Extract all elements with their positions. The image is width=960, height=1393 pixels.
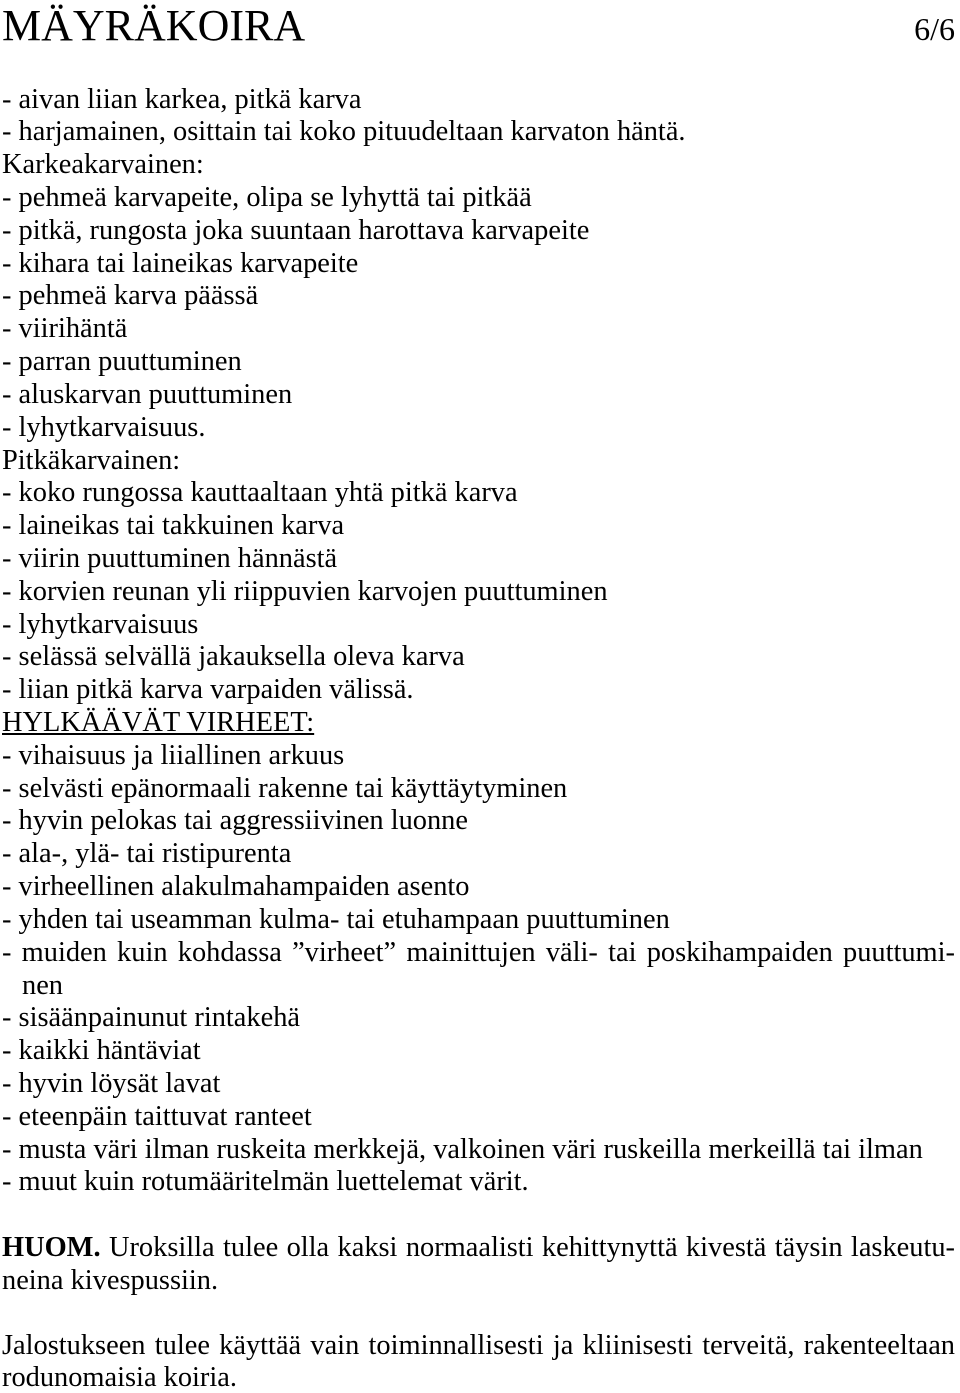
list-item: - harjamainen, osittain tai koko pituudeltaan karvaton häntä.	[2, 116, 686, 148]
list-item: - koko rungossa kauttaaltaan yhtä pitkä karva	[2, 477, 518, 509]
section-heading-wire-haired: Karkeakarvainen:	[2, 149, 204, 181]
list-item: - laineikas tai takkuinen karva	[2, 510, 345, 542]
note-paragraph-line1	[2, 1232, 955, 1265]
list-item: - musta väri ilman ruskeita merkkejä, valkoinen väri ruskeilla merkeillä tai ilman	[2, 1133, 923, 1165]
list-item: - hyvin löysät lavat	[2, 1067, 221, 1099]
blank-line	[2, 1199, 955, 1232]
list-item: - ala-, ylä- tai ristipurenta	[2, 838, 292, 870]
note-label: HUOM.	[2, 1232, 101, 1264]
list-item: - kihara tai laineikas karvapeite	[2, 247, 359, 279]
list-item: - aluskarvan puuttuminen	[2, 378, 293, 410]
list-item: - sisäänpainunut rintakehä	[2, 1002, 301, 1034]
list-item: - kaikki häntäviat	[2, 1035, 201, 1067]
disqualifying-heading-text: HYLKÄÄVÄT VIRHEET:	[2, 707, 315, 739]
list-item: - viirihäntä	[2, 313, 128, 345]
list-item: - pehmeä karva päässä	[2, 280, 259, 312]
page-title: MÄYRÄKOIRA	[2, 1, 306, 50]
breeding-paragraph-line2: rodunomaisia koiria.	[2, 1362, 237, 1393]
list-item: - hyvin pelokas tai aggressiivinen luonne	[2, 805, 468, 837]
list-item: - muut kuin rotumääritelmän luettelemat värit.	[2, 1166, 529, 1198]
list-item: - selvästi epänormaali rakenne tai käyttäytyminen	[2, 772, 568, 804]
section-heading-disqualifying	[2, 707, 955, 740]
list-item: - lyhytkarvaisuus	[2, 608, 199, 640]
list-item: - pitkä, rungosta joka suuntaan harottava karvapeite	[2, 214, 590, 246]
list-item-wrapped: - muiden kuin kohdassa ”virheet” mainittujen väli- tai poskihampaiden puuttumi-	[2, 936, 955, 968]
list-item: - eteenpäin taittuvat ranteet	[2, 1100, 312, 1132]
list-item: - korvien reunan yli riippuvien karvojen puuttuminen	[2, 575, 608, 607]
note-paragraph-line2: neina kivespussiin.	[2, 1264, 219, 1296]
document-body	[2, 84, 955, 1393]
list-item: - vihaisuus ja liiallinen arkuus	[2, 739, 345, 771]
page-number: 6/6	[914, 11, 955, 47]
list-item: - selässä selvällä jakauksella oleva karva	[2, 641, 465, 673]
list-item: - viirin puuttuminen hännästä	[2, 542, 338, 574]
breeding-paragraph-line1: Jalostukseen tulee käyttää vain toiminnallisesti ja kliinisesti terveitä, rakenteeltaan	[2, 1330, 955, 1362]
list-item: - aivan liian karkea, pitkä karva	[2, 83, 362, 115]
list-item: - liian pitkä karva varpaiden välissä.	[2, 674, 414, 706]
note-text: Uroksilla tulee olla kaksi normaalisti kehittynyttä kivestä täysin laskeutu-	[108, 1232, 955, 1264]
list-item: - yhden tai useamman kulma- tai etuhampaan puuttuminen	[2, 903, 670, 935]
list-item: - lyhytkarvaisuus.	[2, 411, 206, 443]
list-item: - parran puuttuminen	[2, 346, 242, 378]
list-item-continuation: nen	[22, 969, 63, 1001]
blank-line	[2, 1298, 955, 1331]
list-item: - virheellinen alakulmahampaiden asento	[2, 871, 470, 903]
section-heading-long-haired: Pitkäkarvainen:	[2, 444, 181, 476]
list-item: - pehmeä karvapeite, olipa se lyhyttä tai pitkää	[2, 182, 532, 214]
